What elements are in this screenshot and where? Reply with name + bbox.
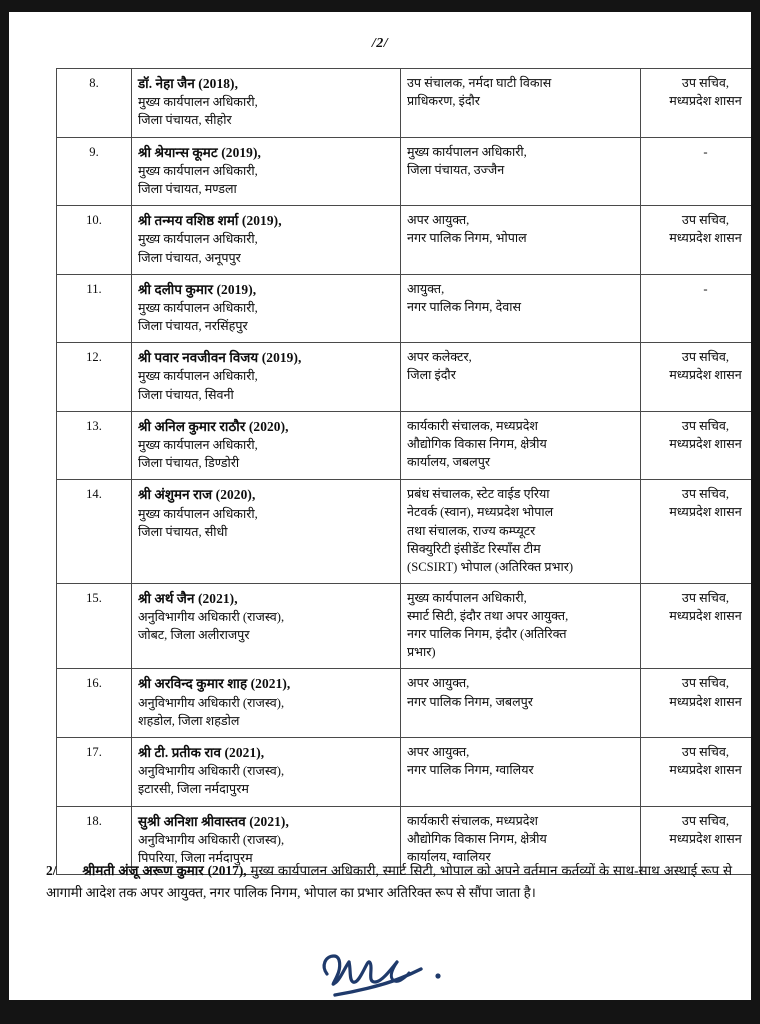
paragraph-body: मुख्य कार्यपालन अधिकारी, स्मार्ट सिटी, भोपाल को अपने वर्तमान कर्तव्यों के साथ-साथ अस्थाई रूप से आगामी आदेश तक अपर आयुक्त, नगर पालिक निगम, भोपाल का प्रभार अतिरिक्त रूप से सौंपा जाता है। <box>46 863 732 900</box>
table-body <box>57 69 752 875</box>
posting-line: स्मार्ट सिटी, इंदौर तथा अपर आयुक्त, <box>407 609 569 624</box>
current-location: जिला पंचायत, नरसिंहपुर <box>138 319 248 334</box>
current-location: जिला पंचायत, सीधी <box>138 524 228 539</box>
current-location: जिला पंचायत, मण्डला <box>138 181 237 196</box>
current-location: जिला पंचायत, अनूपपुर <box>138 250 241 265</box>
rank-line: मध्यप्रदेश शासन <box>669 231 742 246</box>
officer-name: श्री पवार नवजीवन विजय (2019), <box>138 350 302 366</box>
table-row <box>57 274 752 343</box>
current-location: जिला पंचायत, सिवनी <box>138 387 234 402</box>
posting-line: नगर पालिक निगम, देवास <box>407 299 522 314</box>
rank-cell <box>641 343 752 412</box>
posting-line: नगर पालिक निगम, ग्वालियर <box>407 763 534 778</box>
posting-line: अपर कलेक्टर, <box>407 350 472 365</box>
rank-cell <box>641 737 752 806</box>
table-row <box>57 480 752 584</box>
officer-name: श्री अर्थ जैन (2021), <box>138 590 238 606</box>
current-designation: मुख्य कार्यपालन अधिकारी, <box>138 232 258 247</box>
posting-line: जिला इंदौर <box>407 368 456 383</box>
officer-name: श्री टी. प्रतीक राव (2021), <box>138 744 265 760</box>
officer-name: डॉ. नेहा जैन (2018), <box>138 76 239 91</box>
current-location: पिपरिया, जिला नर्मदापुरम <box>138 850 253 865</box>
rank-line: उप सचिव, <box>681 487 730 502</box>
rank-line: - <box>703 281 708 296</box>
table-row <box>57 411 752 480</box>
posting-line: मुख्य कार्यपालन अधिकारी, <box>407 144 527 159</box>
posting-line: नेटवर्क (स्वान), मध्यप्रदेश भोपाल <box>407 505 554 520</box>
rank-line: मध्यप्रदेश शासन <box>669 94 742 109</box>
serial-cell: 14. <box>57 480 132 584</box>
new-posting-cell <box>401 69 641 138</box>
current-designation: मुख्य कार्यपालन अधिकारी, <box>138 506 258 521</box>
new-posting-cell <box>401 343 641 412</box>
new-posting-cell <box>401 669 641 738</box>
posting-line: औद्योगिक विकास निगम, क्षेत्रीय <box>407 831 547 846</box>
current-location: जिला पंचायत, सीहोर <box>138 113 232 128</box>
current-designation: मुख्य कार्यपालन अधिकारी, <box>138 369 258 384</box>
signature-dot <box>435 973 440 978</box>
serial-cell: 17. <box>57 737 132 806</box>
rank-cell <box>641 69 752 138</box>
officer-name: सुश्री अनिशा श्रीवास्तव (2021), <box>138 813 289 829</box>
rank-line: उप सचिव, <box>681 418 730 433</box>
new-posting-cell <box>401 480 641 584</box>
table-row <box>57 206 752 275</box>
name-cell <box>132 206 401 275</box>
paragraph-officer-name: श्रीमती अंजू अरूण कुमार (2017), <box>82 863 247 878</box>
current-location: शहडोल, जिला शहडोल <box>138 713 240 728</box>
posting-line: आयुक्त, <box>407 281 445 296</box>
name-cell <box>132 669 401 738</box>
rank-cell <box>641 274 752 343</box>
name-cell <box>132 737 401 806</box>
posting-line: नगर पालिक निगम, भोपाल <box>407 231 527 246</box>
rank-line: उप सचिव, <box>681 590 730 605</box>
rank-line: उप सचिव, <box>681 76 730 90</box>
rank-line: उप सचिव, <box>681 213 730 228</box>
name-cell <box>132 480 401 584</box>
rank-line: मध्यप्रदेश शासन <box>669 694 742 709</box>
posting-line: जिला पंचायत, उज्जैन <box>407 162 505 177</box>
officer-name: श्री श्रेयान्स कूमट (2019), <box>138 144 261 160</box>
serial-cell: 8. <box>57 69 132 138</box>
posting-line: अपर आयुक्त, <box>407 744 470 759</box>
rank-line: मध्यप्रदेश शासन <box>669 436 742 451</box>
rank-cell <box>641 480 752 584</box>
posting-line: सिक्युरिटी इंसीडेंट रिस्पाँस टीम <box>407 541 541 556</box>
rank-cell <box>641 137 752 206</box>
new-posting-cell <box>401 206 641 275</box>
posting-line: प्रभार) <box>407 645 436 660</box>
document-page <box>9 12 751 1000</box>
rank-line: मध्यप्रदेश शासन <box>669 368 742 383</box>
new-posting-cell <box>401 411 641 480</box>
rank-line: मध्यप्रदेश शासन <box>669 609 742 624</box>
serial-cell: 16. <box>57 669 132 738</box>
serial-cell: 15. <box>57 583 132 669</box>
posting-line: नगर पालिक निगम, इंदौर (अतिरिक्त <box>407 627 567 642</box>
current-location: इटारसी, जिला नर्मदापुरम <box>138 782 249 797</box>
rank-line: मध्यप्रदेश शासन <box>669 831 742 846</box>
posting-line: तथा संचालक, राज्य कम्प्यूटर <box>407 523 536 538</box>
rank-line: उप सचिव, <box>681 744 730 759</box>
new-posting-cell <box>401 583 641 669</box>
table-row <box>57 69 752 138</box>
paragraph-number: 2/ <box>46 863 57 878</box>
name-cell <box>132 343 401 412</box>
posting-line: मुख्य कार्यपालन अधिकारी, <box>407 590 527 605</box>
current-designation: अनुविभागीय अधिकारी (राजस्व), <box>138 764 285 779</box>
handwritten-signature-icon <box>305 940 495 1000</box>
posting-line: कार्यकारी संचालक, मध्यप्रदेश <box>407 813 539 828</box>
serial-cell: 11. <box>57 274 132 343</box>
name-cell <box>132 583 401 669</box>
table-row <box>57 737 752 806</box>
serial-cell: 9. <box>57 137 132 206</box>
posting-line: कार्यालय, जबलपुर <box>407 454 491 469</box>
posting-line: (SCSIRT) भोपाल (अतिरिक्त प्रभार) <box>407 559 574 574</box>
rank-line: मध्यप्रदेश शासन <box>669 763 742 778</box>
current-location: जोबट, जिला अलीराजपुर <box>138 628 250 643</box>
posting-line: अपर आयुक्त, <box>407 676 470 691</box>
page-number-header: /2/ <box>371 36 389 51</box>
current-location: जिला पंचायत, डिण्डोरी <box>138 456 240 471</box>
serial-cell: 12. <box>57 343 132 412</box>
officer-name: श्री दलीप कुमार (2019), <box>138 281 257 297</box>
name-cell <box>132 137 401 206</box>
rank-cell <box>641 583 752 669</box>
current-designation: अनुविभागीय अधिकारी (राजस्व), <box>138 610 285 625</box>
officer-name: श्री अरविन्द कुमार शाह (2021), <box>138 676 291 692</box>
rank-line: उप सचिव, <box>681 813 730 828</box>
rank-cell <box>641 411 752 480</box>
new-posting-cell <box>401 137 641 206</box>
current-designation: मुख्य कार्यपालन अधिकारी, <box>138 163 258 178</box>
table-row <box>57 669 752 738</box>
signature-block <box>305 940 495 1000</box>
closing-paragraph <box>46 860 732 903</box>
name-cell <box>132 411 401 480</box>
new-posting-cell <box>401 737 641 806</box>
current-designation: मुख्य कार्यपालन अधिकारी, <box>138 95 258 110</box>
name-cell <box>132 274 401 343</box>
table-row <box>57 343 752 412</box>
officer-name: श्री अनिल कुमार राठौर (2020), <box>138 418 289 434</box>
table-row <box>57 583 752 669</box>
rank-line: मध्यप्रदेश शासन <box>669 505 742 520</box>
rank-line: - <box>703 144 708 159</box>
officer-name: श्री तन्मय वशिष्ठ शर्मा (2019), <box>138 213 282 229</box>
transfer-posting-table <box>56 68 751 875</box>
new-posting-cell <box>401 274 641 343</box>
rank-line: उप सचिव, <box>681 350 730 365</box>
serial-cell: 18. <box>57 806 132 875</box>
current-designation: मुख्य कार्यपालन अधिकारी, <box>138 438 258 453</box>
posting-line: प्रबंध संचालक, स्टेट वाईड एरिया <box>407 487 550 502</box>
rank-line: उप सचिव, <box>681 676 730 691</box>
posting-line: कार्यालय, ग्वालियर <box>407 849 491 864</box>
posting-line: औद्योगिक विकास निगम, क्षेत्रीय <box>407 436 547 451</box>
current-designation: मुख्य कार्यपालन अधिकारी, <box>138 300 258 315</box>
officer-name: श्री अंशुमन राज (2020), <box>138 487 256 503</box>
posting-line: नगर पालिक निगम, जबलपुर <box>407 694 533 709</box>
posting-line: अपर आयुक्त, <box>407 213 470 228</box>
table-row <box>57 137 752 206</box>
name-cell <box>132 69 401 138</box>
serial-cell: 13. <box>57 411 132 480</box>
rank-cell <box>641 669 752 738</box>
posting-line: प्राधिकरण, इंदौर <box>407 94 480 109</box>
posting-line: कार्यकारी संचालक, मध्यप्रदेश <box>407 418 539 433</box>
current-designation: अनुविभागीय अधिकारी (राजस्व), <box>138 695 285 710</box>
serial-cell: 10. <box>57 206 132 275</box>
current-designation: अनुविभागीय अधिकारी (राजस्व), <box>138 832 285 847</box>
posting-line: उप संचालक, नर्मदा घाटी विकास <box>407 76 552 90</box>
rank-cell <box>641 206 752 275</box>
